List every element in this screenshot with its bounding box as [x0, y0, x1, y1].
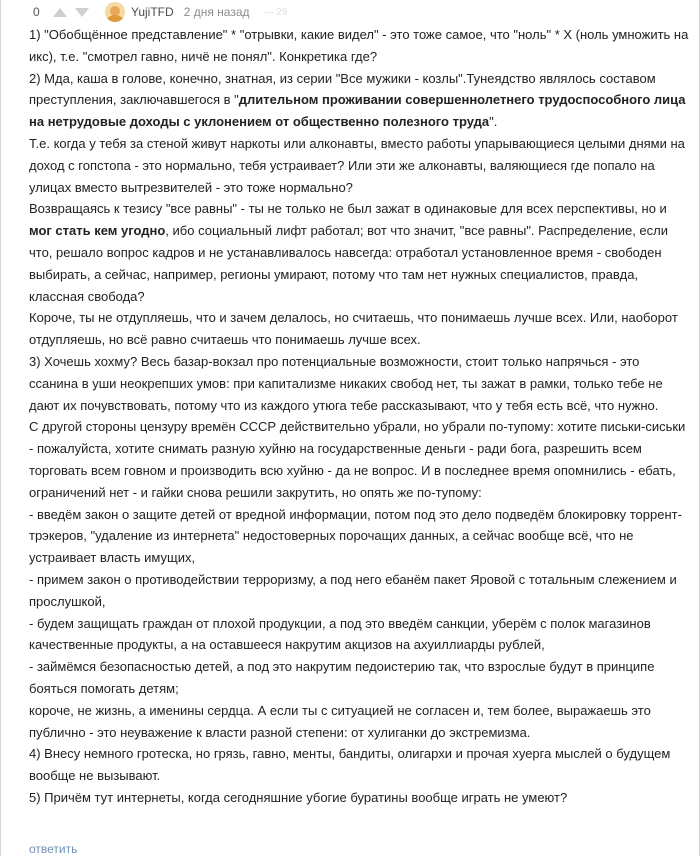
comment-body — [29, 24, 689, 809]
paragraph: - примем закон о противодействии терроризму, а под него ебанём пакет Яровой с тотальным слежением и прослушкой, — [29, 571, 677, 609]
upvote-arrow-icon[interactable] — [51, 5, 69, 19]
paragraph: Т.е. когда у тебя за стеной живут наркоты или алконавты, вместо работы упарывающиеся целыми днями на доход с гопстопа - это нормально, тебя устраивает? Или эти же алконавты, валяющиеся где попало на улицах вместо вытрезвителей - это тоже нормально? — [29, 135, 685, 195]
paragraph: 2) Мда, каша в голове, конечно, знатная, из серии "Все мужики - козлы".Тунеядство являлось составом преступления, заключавшегося в "длительном проживании совершеннолетнего трудоспособного лица на нетрудовые доходы с уклонением от общественно полезного труда". — [29, 70, 686, 130]
paragraph: 3) Хочешь хохму? Весь базар-вокзал про потенциальные возможности, стоит только напрячься - это ссанина в уши неокрепших умов: при капитализме никаких свобод нет, ты зажат в рамки, только тебе не дают их почувствовать, потому что из каждого утюга тебе рассказывают, что у тебя есть всё, что нужно. — [29, 353, 663, 413]
avatar[interactable] — [105, 2, 125, 22]
downvote-arrow-icon[interactable] — [73, 5, 91, 19]
paragraph: С другой стороны цензуру времён СССР действительно убрали, но убрали по-тупому: хотите письки-сиськи - пожалуйста, хотите снимать разную хуйню на государственные деньги - ради бога, разрешить всем торговать всем говном и производить всю хуйню - да не вопрос. И в последнее время опомнились - ебать, ограничений нет - и гайки снова решили закрутить, но опять же по-тупому: — [29, 419, 686, 500]
comment-header — [33, 0, 689, 24]
reply-link[interactable]: ответить — [29, 842, 78, 856]
paragraph: 1) "Обобщённое представление" * "отрывки, какие видел" - это тоже самое, что "ноль" * X (ноль умножить на икс), т.е. "смотрел гавно, ничё не понял". Конкретика где? — [29, 27, 689, 64]
comment-author[interactable]: YujiTFD — [131, 5, 174, 19]
paragraph: короче, не жизнь, а именины сердца. А если ты с ситуацией не согласен и, тем более, выражаешь это публично - это неуважение к власти разной степени: от хулиганки до экстремизма. — [29, 702, 651, 740]
paragraph: - займёмся безопасностью детей, а под это накрутим педоистерию так, что взрослые будут в принципе бояться помогать детям; — [29, 659, 655, 696]
paragraph: 5) Причём тут интернеты, когда сегодняшние убогие буратины вообще играть не умеют? — [29, 789, 568, 805]
comment-timestamp: 2 дня назад — [183, 5, 250, 19]
paragraph: 4) Внесу немного гротеска, но грязь, гавно, менты, бандиты, олигархи и прочая хуерга мыслей о будущем вообще не вызывают. — [29, 746, 671, 784]
paragraph: - будем защищать граждан от плохой продукции, а под это введём санкции, уберём с полок магазинов качественные продукты, а на оставшееся накрутим акцизов на ахуиллиарды рублей, — [29, 615, 651, 653]
comment-rating: 0 — [33, 5, 40, 19]
bold-text: мог стать кем угодно — [29, 223, 166, 239]
paragraph: - введём закон о защите детей от вредной информации, потом под это дело подведём блокировку торрент-трэкеров, "удаление из интернета" недостоверных порочащих данных, а сейчас вообще всё, что не устраивает власть имущих, — [29, 506, 682, 566]
paragraph: Короче, ты не отдупляешь, что и зачем делалось, но считаешь, что понимаешь лучше всех. Или, наоборот отдупляешь, но всё равно считаешь что понимаешь лучше всех. — [29, 310, 678, 348]
paragraph: Возвращаясь к тезису "все равны" - ты не только не был зажат в одинаковые для всех перспективы, но и мог стать кем угодно, ибо социальный лифт работал; вот что значит, "все равны". Распределение, если что, решало вопрос кадров и не устанавливалось навсегда: отработал установленное время - свободен выбирать, а сейчас, например, регионы умирают, потому что там нет нужных специалистов, правда, классная свобода? — [29, 201, 669, 304]
comment-meta: — 29 — [263, 6, 288, 18]
bold-text: длительном проживании совершеннолетнего трудоспособного лица на нетрудовые доходы с уклонением от общественно полезного труда — [29, 92, 686, 130]
